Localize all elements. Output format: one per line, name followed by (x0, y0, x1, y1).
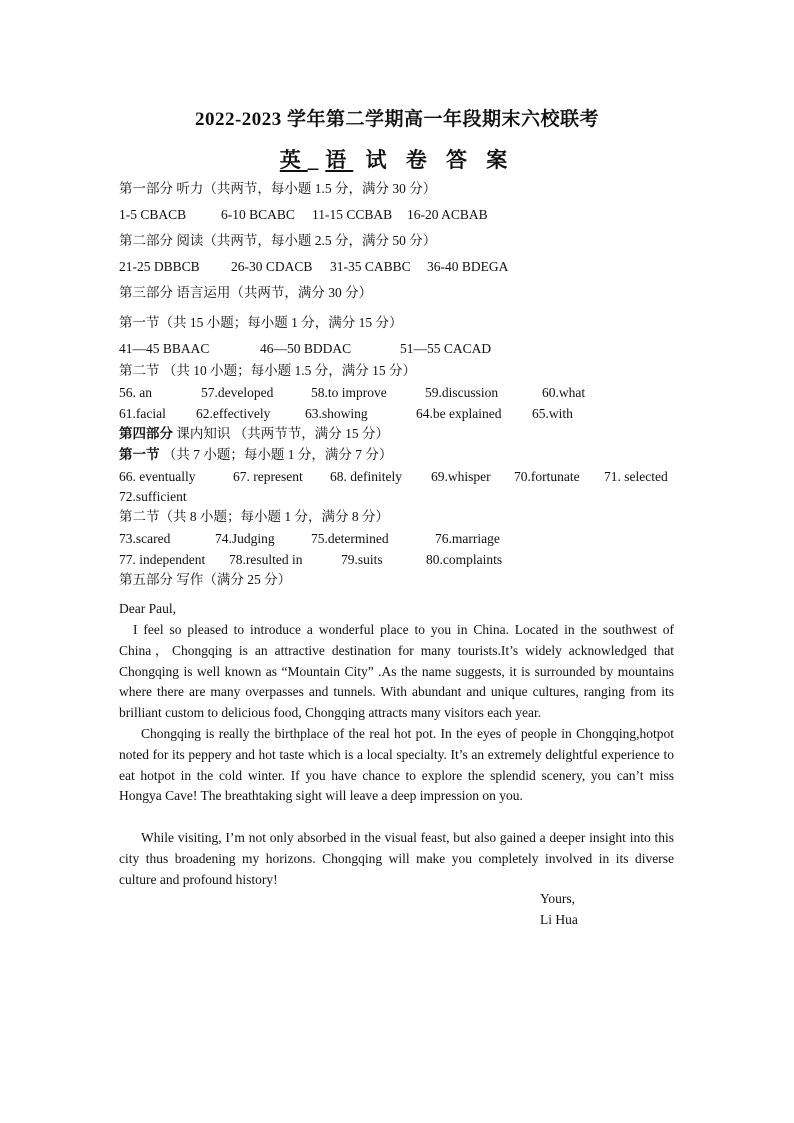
answer-item: 66. eventually (119, 469, 196, 484)
answer-item: 57.developed (201, 385, 274, 400)
essay-signature: Li Hua (540, 912, 578, 927)
subtitle-rest: 试 卷 答 案 (353, 148, 515, 172)
answer-item: 79.suits (341, 552, 383, 567)
essay-paragraph: I feel so pleased to introduce a wonderful place to you in China. Located in the southwest of China，Chongqing is an attractive destination for many tourists.It’s widely acknowledged that Chongqing is well known as “Mountain City” .As the name suggests, it is surrounded by mountains where there are many overpasses and tunnels. With abundant and unique cultures, ranging from its brilliant custom to delicious food, Chongqing attracts many visitors each year. (119, 622, 674, 721)
answer-item: 76.marriage (435, 531, 500, 546)
answer-item: 70.fortunate (514, 469, 580, 484)
subtitle-separator: _ (307, 148, 326, 172)
part4-heading (119, 425, 389, 443)
essay-salutation: Dear Paul, (119, 601, 176, 616)
part4-section1-text: （共 7 小题；每小题 1 分，满分 7 分） (159, 447, 393, 462)
part1-heading: 第一部分 听力（共两节，每小题 1.5 分，满分 30 分） (119, 181, 437, 196)
answer-item: 69.whisper (431, 469, 491, 484)
answer-item: 58.to improve (311, 385, 387, 400)
part2-heading: 第二部分 阅读（共两节，每小题 2.5 分，满分 50 分） (119, 233, 437, 248)
part3-section1-heading: 第一节（共 15 小题；每小题 1 分，满分 15 分） (119, 315, 403, 330)
answer-item: 59.discussion (425, 385, 499, 400)
answer-item: 61.facial (119, 406, 166, 421)
essay-closing: Yours, (540, 891, 576, 906)
essay-paragraph: Chongqing is really the birthplace of the real hot pot. In the eyes of people in Chongqing,hotpot noted for its peppery and hot taste which is a local specialty. It’s an extremely delightful experience to eat hotpot in the cold winter. If you have chance to explore the splendid scenery, you can’t miss Hongya Cave! The breathtaking sight will leave a deep impression on you. (119, 726, 674, 804)
answer-item: 73.scared (119, 531, 171, 546)
answer-group: 51—55 CACAD (400, 341, 492, 356)
answer-item: 65.with (532, 406, 573, 421)
answer-item: 71. selected (604, 469, 668, 484)
essay-paragraph: While visiting, I’m not only absorbed in the visual feast, but also gained a deeper insight into this city thus broadening my horizons. Chongqing will make you completely involved in its diverse culture and profound history! (119, 830, 674, 887)
part4-heading-text: 课内知识 （共两节节，满分 15 分） (173, 426, 389, 441)
answer-item: 67. represent (233, 469, 303, 484)
answer-group: 36-40 BDEGA (427, 259, 509, 274)
answer-group: 11-15 CCBAB (312, 207, 393, 222)
answer-item: 63.showing (305, 406, 368, 421)
answer-item: 60.what (542, 385, 586, 400)
answer-group: 46—50 BDDAC (260, 341, 352, 356)
answer-item: 64.be explained (416, 406, 502, 421)
part4-section1-label: 第一节 (119, 447, 160, 462)
answer-item: 56. an (119, 385, 152, 400)
part4-section1-heading (119, 446, 392, 464)
answer-group: 16-20 ACBAB (407, 207, 488, 222)
part4-section2-heading: 第二节（共 8 小题；每小题 1 分，满分 8 分） (119, 509, 389, 524)
answer-item: 78.resulted in (229, 552, 303, 567)
subtitle-subject-2: 语 (325, 148, 354, 172)
answer-group: 41—45 BBAAC (119, 341, 210, 356)
answer-item: 68. definitely (330, 469, 402, 484)
answer-group: 31-35 CABBC (330, 259, 411, 274)
answer-group: 6-10 BCABC (221, 207, 295, 222)
answer-item: 75.determined (311, 531, 389, 546)
subtitle-subject: 英 (279, 148, 308, 172)
part5-heading: 第五部分 写作（满分 25 分） (119, 572, 292, 587)
page-title: 2022-2023 学年第二学期高一年段期末六校联考 (194, 109, 600, 130)
part3-heading: 第三部分 语言运用（共两节，满分 30 分） (119, 285, 373, 300)
answer-item: 62.effectively (196, 406, 271, 421)
part3-section2-heading: 第二节 （共 10 小题；每小题 1.5 分，满分 15 分） (119, 363, 416, 378)
answer-item: 80.complaints (426, 552, 503, 567)
part4-heading-label: 第四部分 (119, 426, 173, 441)
answer-group: 21-25 DBBCB (119, 259, 200, 274)
answer-item: 74.Judging (215, 531, 275, 546)
answer-group: 26-30 CDACB (231, 259, 313, 274)
answer-item: 77. independent (119, 552, 206, 567)
answer-group: 1-5 CBACB (119, 207, 187, 222)
page-subtitle (0, 144, 794, 174)
part4-section1-row2 (119, 488, 187, 506)
answer-item: 72.sufficient (119, 489, 187, 504)
